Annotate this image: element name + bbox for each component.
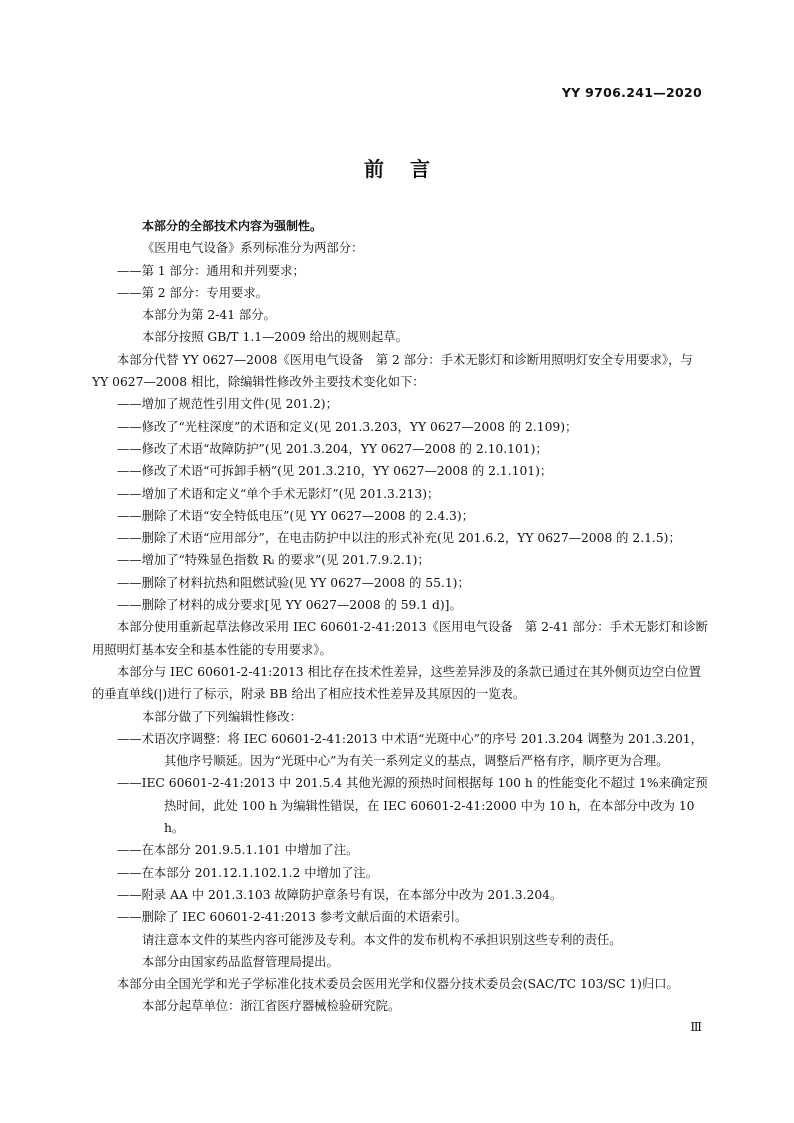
page-title: 前言 [364, 157, 456, 181]
foreword-body [92, 215, 710, 1018]
paragraph-adoption: 本部分使用重新起草法修改采用 IEC 60601-2-41:2013《医用电气设备 第 2-41 部分：手术无影灯和诊断用照明灯基本安全和基本性能的专用要求》。 [92, 620, 708, 657]
list-item: ——术语次序调整：将 IEC 60601-2-41:2013 中术语“光斑中心”的序号 201.3.204 调整为 201.3.201，其他序号顺延。因为“光斑中心”为有关一系列定义的基点，调整后严格有序，顺序更为合理。 [117, 731, 703, 769]
list-item: ——删除了 IEC 60601-2-41:2013 参考文献后面的术语索引。 [117, 910, 468, 925]
paragraph-technical-differences: 本部分与 IEC 60601-2-41:2013 相比存在技术性差异，这些差异涉及的条款已通过在其外侧页边空白位置的垂直单线(|)进行了标示，附录 BB 给出了相应技术性差异及其原因的一览表。 [92, 664, 701, 702]
paragraph-part: 本部分为第 2-41 部分。 [142, 308, 276, 323]
paragraph-drafting-unit: 本部分起草单位：浙江省医疗器械检验研究院。 [142, 999, 401, 1014]
paragraph-drafting-rules: 本部分按照 GB/T 1.1—2009 给出的规则起草。 [142, 330, 408, 345]
paragraph-patent-notice: 请注意本文件的某些内容可能涉及专利。本文件的发布机构不承担识别这些专利的责任。 [142, 932, 622, 947]
list-item: ——删除了材料的成分要求[见 YY 0627—2008 的 59.1 d)]。 [117, 598, 462, 613]
list-item: ——第 1 部分：通用和并列要求； [117, 263, 305, 278]
list-item: ——修改了术语“可拆卸手柄”(见 201.3.210，YY 0627—2008 的 2.1.101)； [117, 464, 553, 479]
list-item: ——增加了规范性引用文件(见 201.2)； [117, 397, 338, 412]
list-item: ——增加了术语和定义“单个手术无影灯”(见 201.3.213)； [117, 486, 440, 501]
paragraph-replaces: 本部分代替 YY 0627—2008《医用电气设备 第 2 部分：手术无影灯和诊断用照明灯安全专用要求》，与 YY 0627—2008 相比，除编辑性修改外主要技术变化如下： [92, 352, 693, 390]
list-item: ——在本部分 201.9.5.1.101 中增加了注。 [117, 843, 359, 858]
list-item: ——IEC 60601-2-41:2013 中 201.5.4 其他光源的预热时间根据每 100 h 的性能变化不超过 1%来确定预热时间，此处 100 h 为编辑性错误，在 IEC 60601-2-41:2000 中为 10 h，在本部分中改为 10 h。 [117, 776, 708, 836]
list-item: ——第 2 部分：专用要求。 [117, 285, 268, 300]
paragraph-mandatory: 本部分的全部技术内容为强制性。 [142, 219, 323, 233]
paragraph-editorial: 本部分做了下列编辑性修改： [142, 709, 302, 724]
list-item: ——修改了术语“故障防护”(见 201.3.204，YY 0627—2008 的 2.10.101)； [117, 441, 548, 456]
list-item: ——删除了材料抗热和阻燃试验(见 YY 0627—2008 的 55.1)； [117, 575, 470, 590]
page-number: Ⅲ [690, 1020, 702, 1034]
paragraph-centralized-by: 本部分由全国光学和光子学标准化技术委员会医用光学和仪器分技术委员会(SAC/TC 103/SC 1)归口。 [117, 977, 679, 992]
list-item: ——增加了“特殊显色指数 Rᵢ 的要求”(见 201.7.9.2.1)； [117, 553, 430, 568]
paragraph-series: 《医用电气设备》系列标准分为两部分： [142, 241, 364, 256]
list-item: ——附录 AA 中 201.3.103 故障防护章条号有误，在本部分中改为 201.3.204。 [117, 887, 563, 902]
paragraph-proposed-by: 本部分由国家药品监督管理局提出。 [142, 954, 339, 969]
list-item: ——删除了术语“应用部分”，在电击防护中以注的形式补充(见 201.6.2，YY 0627—2008 的 2.1.5)； [117, 531, 681, 546]
standard-code: YY 9706.241—2020 [561, 85, 702, 100]
list-item: ——删除了术语“安全特低电压”(见 YY 0627—2008 的 2.4.3)； [117, 508, 474, 523]
list-item: ——在本部分 201.12.1.102.1.2 中增加了注。 [117, 865, 378, 880]
list-item: ——修改了“光柱深度”的术语和定义(见 201.3.203，YY 0627—2008 的 2.109)； [117, 419, 578, 434]
